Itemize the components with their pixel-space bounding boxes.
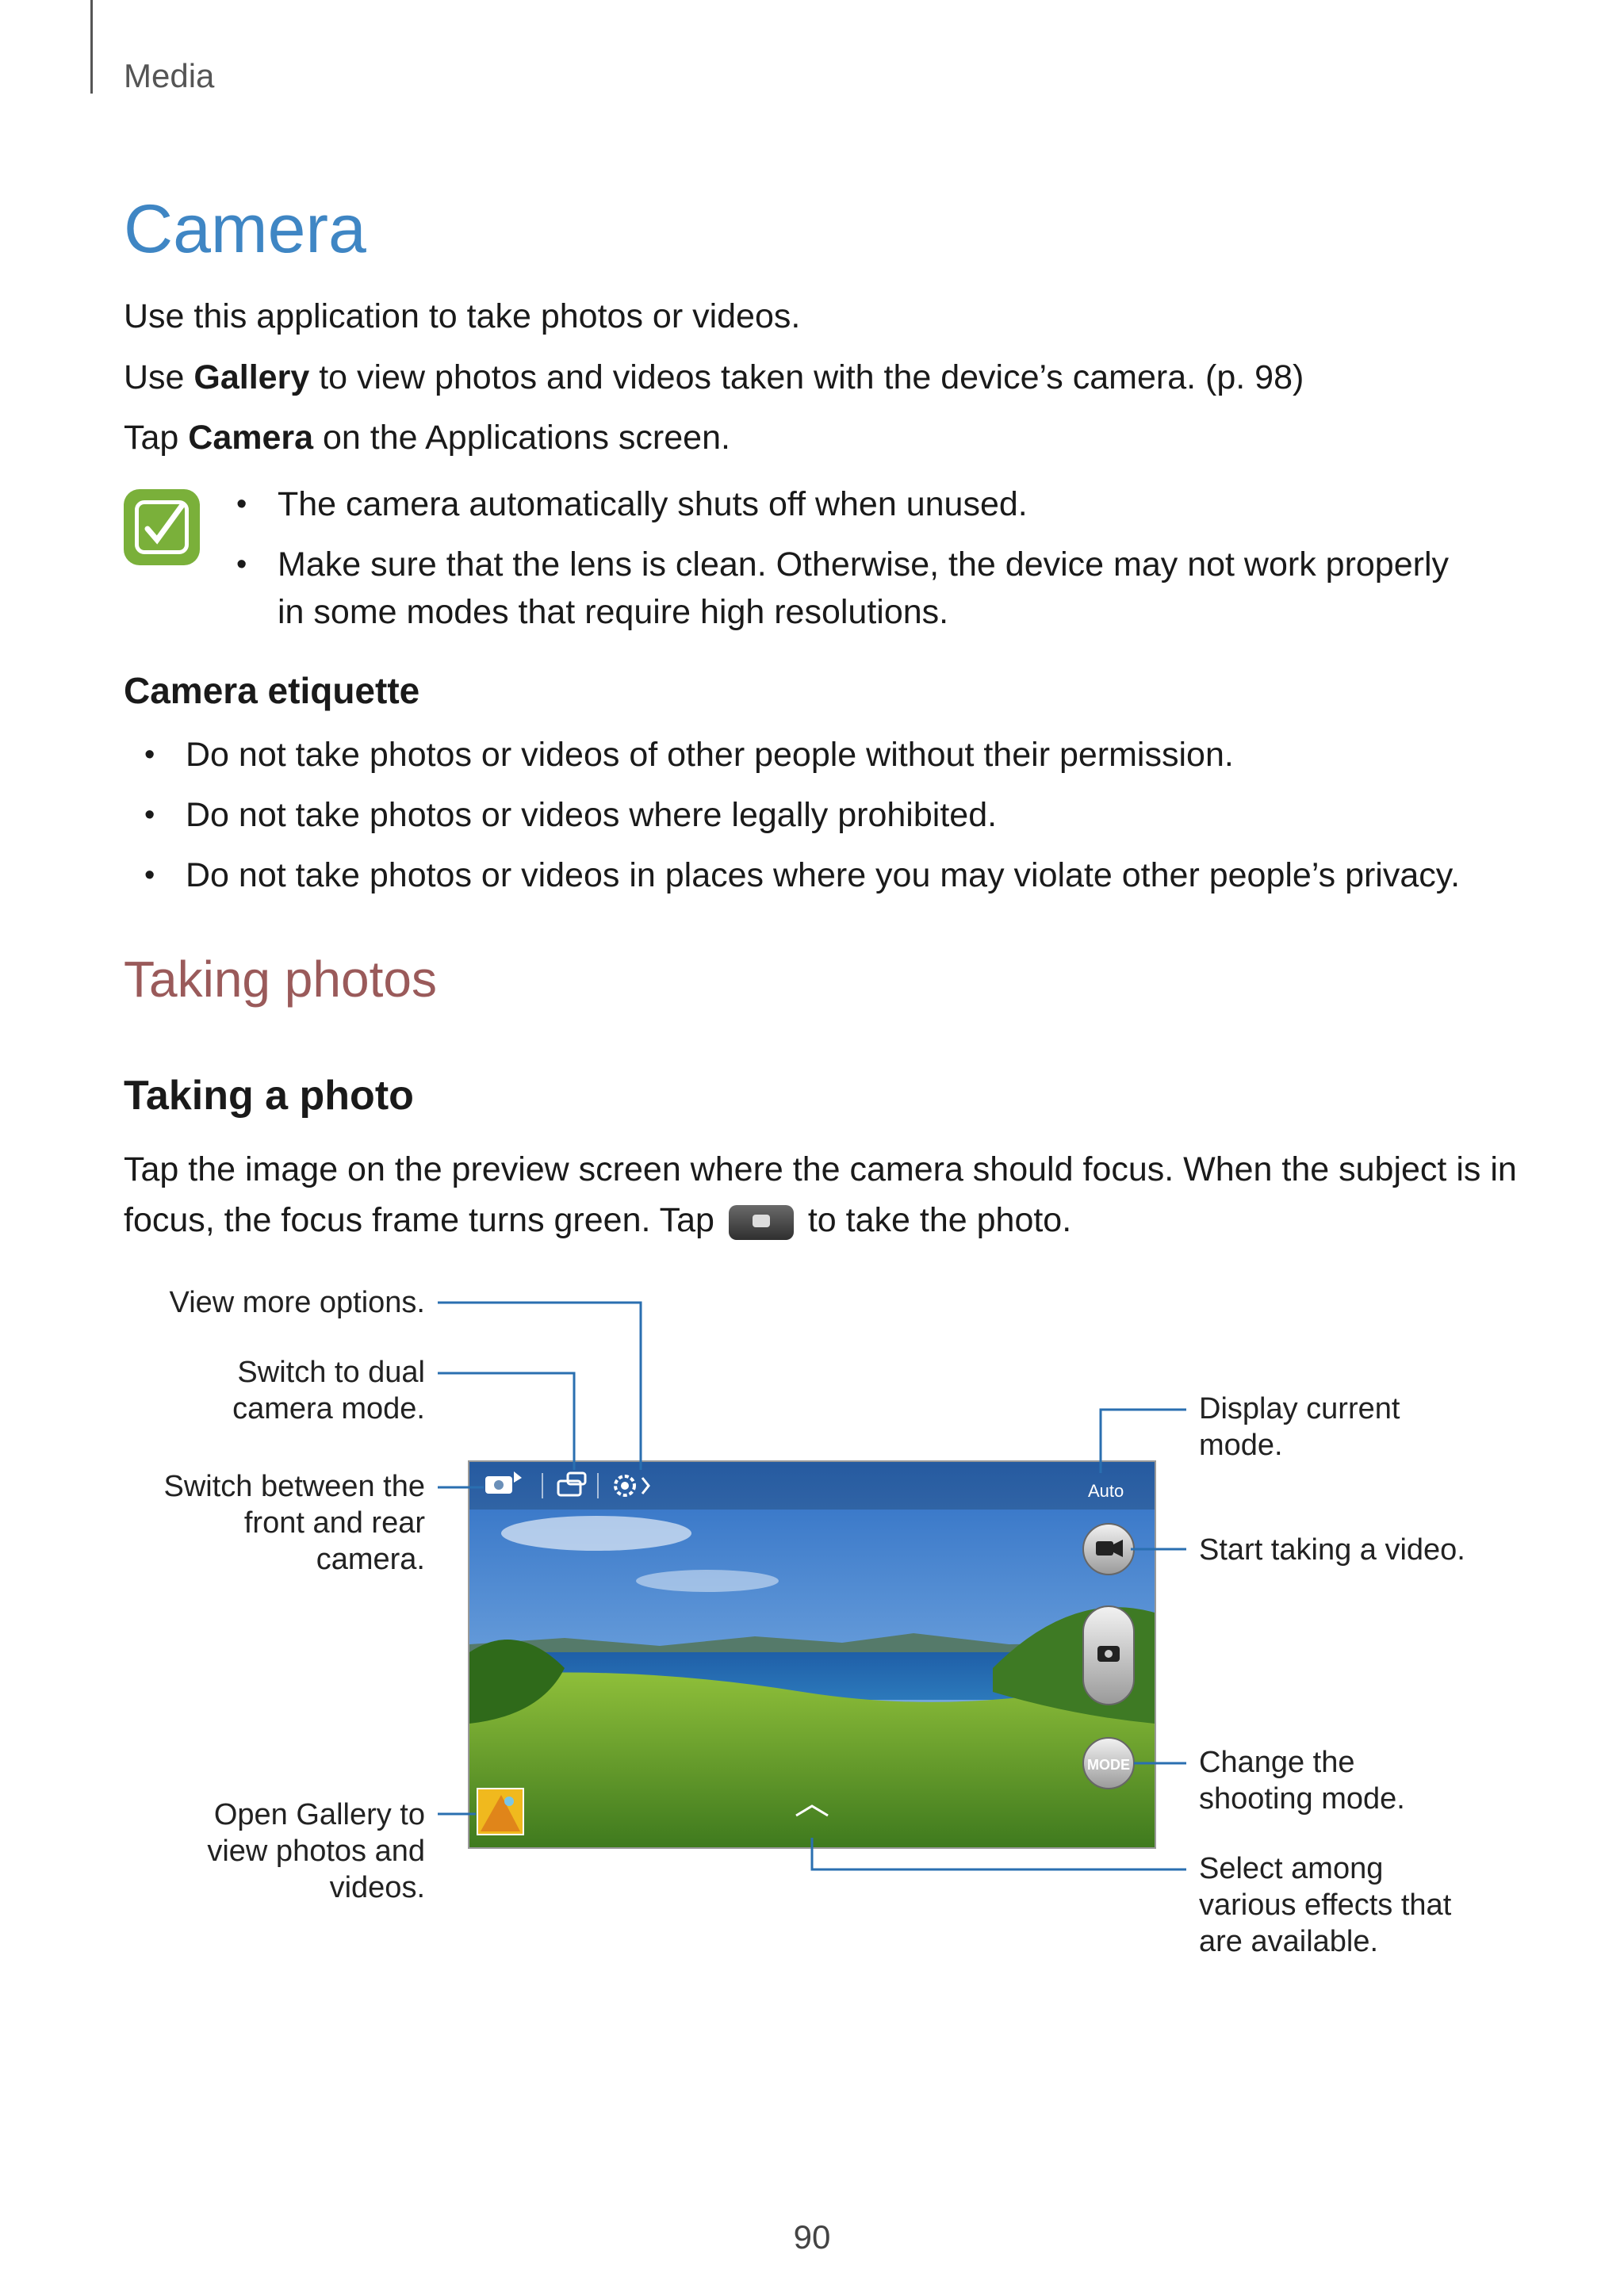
- callout-dual-camera: Switch to dual camera mode.: [232, 1356, 425, 1425]
- record-video-button[interactable]: [1083, 1524, 1134, 1575]
- bullet-icon: •: [144, 798, 155, 832]
- bullet-icon: •: [236, 488, 247, 521]
- callout-start-video: Start taking a video.: [1199, 1533, 1465, 1567]
- page-title: Camera: [124, 191, 366, 267]
- gallery-thumbnail[interactable]: [477, 1789, 523, 1835]
- etiquette-item: • Do not take photos or videos of other people without their permission.: [144, 731, 1492, 779]
- callout-select-effects: Select among various effects that are available.: [1199, 1852, 1452, 1958]
- section-title: Taking photos: [124, 951, 437, 1008]
- camera-mode-label: Auto: [1088, 1481, 1124, 1501]
- bullet-icon: •: [144, 738, 155, 771]
- intro-line-3: Tap Camera on the Applications screen.: [124, 419, 730, 457]
- callout-switch-camera: Switch between the front and rear camera.: [163, 1470, 425, 1576]
- running-header: Media: [124, 57, 215, 94]
- callout-more-options: View more options.: [169, 1286, 425, 1319]
- callout-change-mode: Change the shooting mode.: [1199, 1746, 1405, 1816]
- callout-display-mode: Display current mode.: [1199, 1392, 1400, 1462]
- subsection-body-line-2: focus, the focus frame turns green. Tap to take the photo.: [124, 1201, 1072, 1239]
- etiquette-heading: Camera etiquette: [124, 670, 420, 711]
- note-item: • The camera automatically shuts off when unused.: [236, 480, 1473, 528]
- etiquette-item: • Do not take photos or videos where legally prohibited.: [144, 791, 1492, 839]
- callout-open-gallery: Open Gallery to view photos and videos.: [207, 1798, 425, 1904]
- etiquette-list: [144, 731, 1492, 912]
- bullet-icon: •: [236, 548, 247, 581]
- shutter-button-icon: [729, 1205, 794, 1240]
- note-list: [236, 480, 1473, 649]
- intro-line-2: Use Gallery to view photos and videos taken with the device’s camera. (p. 98): [124, 358, 1304, 396]
- etiquette-item: • Do not take photos or videos in places where you may violate other people’s privacy.: [144, 851, 1492, 899]
- mode-button[interactable]: [1083, 1738, 1134, 1789]
- gallery-term: Gallery: [193, 358, 310, 396]
- subsection-title: Taking a photo: [124, 1073, 414, 1119]
- take-photo-button[interactable]: [1083, 1606, 1134, 1705]
- svg-text:MODE: MODE: [1087, 1757, 1130, 1773]
- note-check-icon: [124, 489, 200, 565]
- subsection-body-line-1: Tap the image on the preview screen where the camera should focus. When the subject is in: [124, 1150, 1517, 1188]
- note-item: • Make sure that the lens is clean. Otherwise, the device may not work properly in some modes that require high resolutions.: [236, 541, 1473, 636]
- page-number: 90: [793, 2218, 831, 2256]
- page-edge-line: [90, 0, 93, 94]
- camera-term: Camera: [188, 419, 314, 457]
- camera-preview[interactable]: [468, 1460, 1156, 1849]
- intro-line-1: Use this application to take photos or videos.: [124, 297, 801, 335]
- bullet-icon: •: [144, 859, 155, 892]
